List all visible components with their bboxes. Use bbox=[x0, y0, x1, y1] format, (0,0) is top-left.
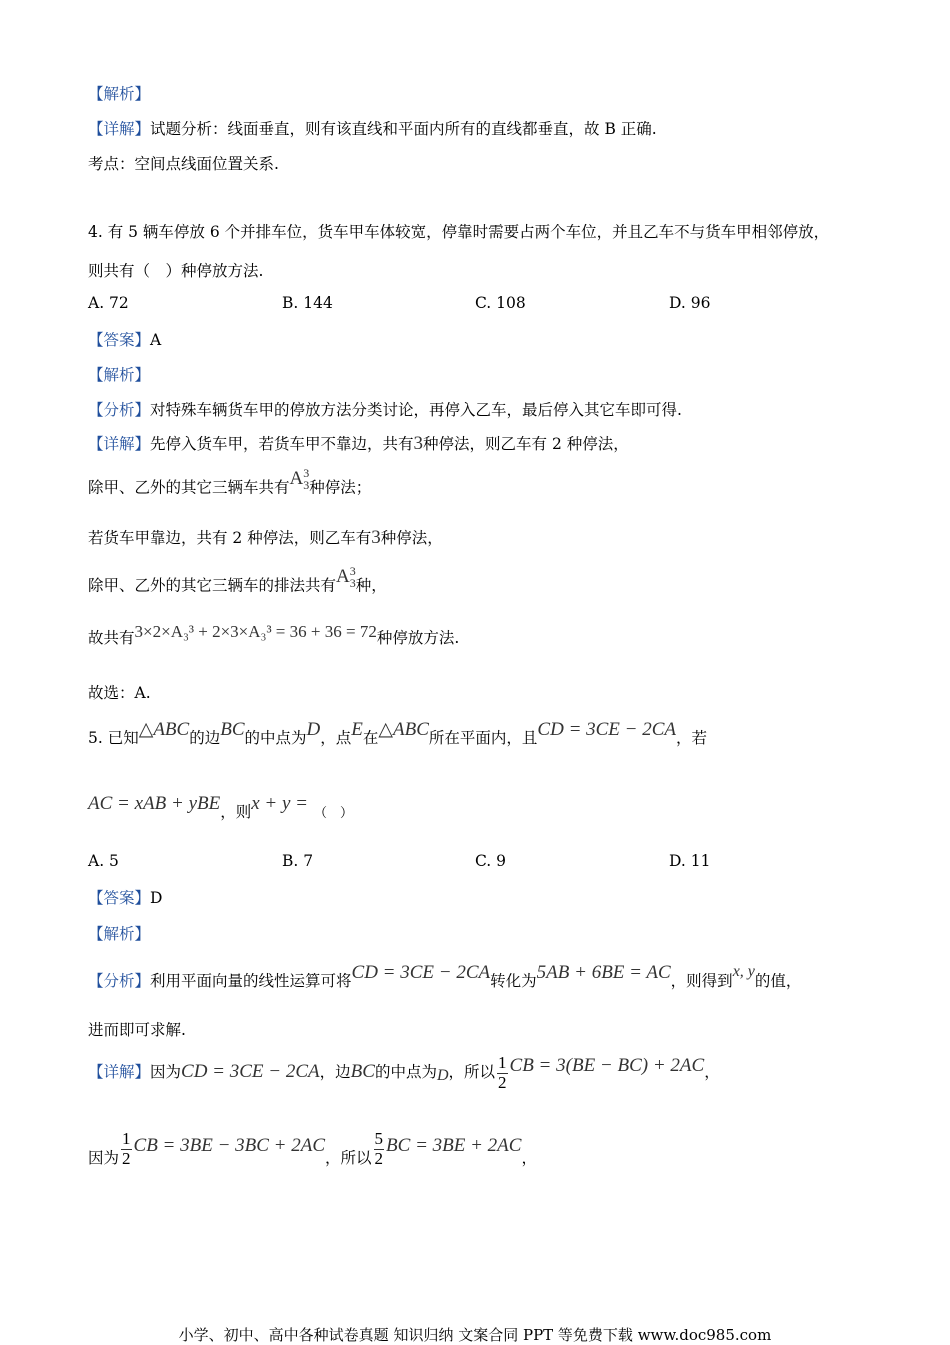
q4-option-b: B. 144 bbox=[282, 294, 333, 312]
detail-text: 种停法，则乙车有 2 种停法， bbox=[423, 435, 629, 453]
stem-text: 在 bbox=[362, 729, 379, 747]
answer-value: D bbox=[150, 889, 163, 907]
stem-text: ，若 bbox=[676, 729, 708, 747]
math-var: x, y bbox=[732, 963, 755, 980]
q5-answer bbox=[88, 886, 162, 908]
q4-option-d: D. 96 bbox=[669, 294, 711, 312]
q4-detail-line4 bbox=[88, 564, 387, 599]
jiexi-tag-q3: 【解析】 bbox=[88, 85, 151, 103]
detail-text: 若货车甲靠边，共有 2 种停法，则乙车有 bbox=[88, 529, 372, 547]
frac-den: 2 bbox=[122, 1148, 131, 1168]
q5-option-b: B. 7 bbox=[282, 852, 314, 870]
detail-text: 试题分析：线面垂直，则有该直线和平面内所有的直线都垂直，故 B 正确. bbox=[150, 120, 657, 138]
answer-value: A bbox=[150, 331, 162, 349]
frac-den: 2 bbox=[498, 1072, 507, 1092]
fraction-one-half bbox=[121, 1130, 132, 1168]
vector-equation: AC = xAB + yBE bbox=[88, 793, 221, 814]
vector-equation: CB = 3BE − 3BC + 2AC bbox=[133, 1135, 326, 1157]
q4-stem-line1: 4. 有 5 辆车停放 6 个并排车位，货车甲车体较宽，停靠时需要占两个车位，并且乙车不与货车甲相邻停放， bbox=[88, 223, 830, 241]
detail-text: ，所以 bbox=[325, 1149, 372, 1168]
detail-tag: 【详解】 bbox=[88, 435, 151, 453]
analysis-tag: 【分析】 bbox=[88, 972, 151, 990]
detail-text: 因为 bbox=[88, 1149, 120, 1168]
q4-detail-line2 bbox=[88, 466, 372, 501]
detail-text: 种， bbox=[355, 576, 387, 595]
fraction-five-halves bbox=[374, 1130, 385, 1168]
stem-text: 所在平面内，且 bbox=[428, 729, 538, 747]
answer-tag: 【答案】 bbox=[88, 331, 151, 349]
detail-text: 故共有 bbox=[88, 629, 135, 647]
triangle-abc: △ABC bbox=[378, 719, 429, 740]
frac-num: 1 bbox=[498, 1053, 507, 1072]
q5-detail-line1 bbox=[88, 1054, 720, 1092]
q5-option-c: C. 9 bbox=[475, 852, 507, 870]
stem-text: 的边 bbox=[189, 729, 221, 747]
math-var: BC bbox=[220, 719, 245, 740]
detail-text: ， bbox=[521, 1149, 537, 1168]
frac-den: 2 bbox=[374, 1148, 384, 1168]
math-var: D bbox=[436, 1067, 449, 1085]
vector-equation: BC = 3BE + 2AC bbox=[386, 1135, 522, 1157]
answer-tag: 【答案】 bbox=[88, 889, 151, 907]
stem-text: （ ） bbox=[314, 806, 354, 821]
stem-text: 5. 已知 bbox=[88, 729, 139, 747]
q4-detail-line5 bbox=[88, 622, 460, 648]
q5-analysis-line1 bbox=[88, 962, 802, 992]
permutation-a33: $A_3^3$ bbox=[336, 564, 356, 591]
detail-text: 种停放方法. bbox=[376, 629, 460, 647]
stem-text: 的中点为 bbox=[244, 729, 307, 747]
detail-text: 的中点为 bbox=[374, 1063, 437, 1082]
q4-detail-line3 bbox=[88, 526, 443, 549]
detail-tag: 【详解】 bbox=[88, 120, 151, 138]
q5-detail-line2 bbox=[88, 1129, 537, 1178]
frac-num: 1 bbox=[122, 1129, 131, 1148]
q5-option-a: A. 5 bbox=[88, 852, 119, 870]
q4-detail-line1 bbox=[88, 432, 629, 455]
formula: 3×2×A₃³ + 2×3×A₃³ = 36 + 36 = 72 bbox=[134, 622, 377, 641]
analysis-tag: 【分析】 bbox=[88, 401, 151, 419]
math-var: D bbox=[306, 719, 321, 740]
permutation-a33: $A_3^3$ bbox=[289, 466, 310, 493]
detail-tag: 【详解】 bbox=[88, 1063, 151, 1082]
q4-option-c: C. 108 bbox=[475, 294, 526, 312]
frac-num: 5 bbox=[374, 1129, 384, 1148]
detail-text: 除甲、乙外的其它三辆车的排法共有 bbox=[88, 576, 337, 595]
detail-text: 除甲、乙外的其它三辆车共有 bbox=[88, 478, 290, 497]
analysis-text: 利用平面向量的线性运算可将 bbox=[150, 972, 352, 990]
q5-stem-line1 bbox=[88, 719, 708, 749]
page-footer: 小学、初中、高中各种试卷真题 知识归纳 文案合同 PPT 等免费下载 www.doc985.com bbox=[178, 1326, 772, 1344]
stem-text: ，点 bbox=[320, 729, 352, 747]
vector-equation: 5AB + 6BE = AC bbox=[536, 962, 671, 983]
triangle-abc: △ABC bbox=[138, 719, 190, 740]
jiexi-tag-q5: 【解析】 bbox=[88, 925, 151, 943]
detail-text: 种停法； bbox=[309, 478, 372, 497]
detail-text: ，边 bbox=[319, 1063, 351, 1082]
q4-option-a: A. 72 bbox=[88, 294, 129, 312]
analysis-text: 对特殊车辆货车甲的停放方法分类讨论，再停入乙车，最后停入其它车即可得. bbox=[150, 401, 682, 419]
q4-conclusion: 故选：A. bbox=[88, 684, 151, 702]
math-number: 3 bbox=[371, 527, 381, 548]
vector-equation: CD = 3CE − 2CA bbox=[181, 1061, 320, 1083]
detail-text: ，所以 bbox=[448, 1063, 496, 1082]
math-var: E bbox=[351, 719, 363, 740]
detail-text: ， bbox=[704, 1063, 720, 1082]
analysis-text: ，则得到 bbox=[670, 972, 733, 990]
analysis-text: 的值， bbox=[754, 972, 802, 990]
q4-stem-line2: 则共有（ ）种停放方法. bbox=[88, 262, 264, 280]
detail-text: 先停入货车甲，若货车甲不靠边，共有 bbox=[150, 435, 414, 453]
jiexi-tag-q4: 【解析】 bbox=[88, 366, 151, 384]
detail-text: 种停法， bbox=[380, 529, 443, 547]
fraction-one-half bbox=[497, 1054, 508, 1092]
detail-q3 bbox=[88, 117, 657, 139]
math-var: BC bbox=[350, 1061, 375, 1083]
math-number: 3 bbox=[413, 433, 424, 454]
math-expr: x + y = bbox=[251, 793, 308, 814]
q4-analysis bbox=[88, 398, 682, 420]
q5-analysis-line2: 进而即可求解. bbox=[88, 1021, 186, 1039]
q4-answer bbox=[88, 328, 161, 350]
stem-text: ，则 bbox=[220, 803, 252, 821]
q5-option-d: D. 11 bbox=[669, 852, 711, 870]
detail-text: 因为 bbox=[150, 1063, 182, 1082]
vector-equation: CD = 3CE − 2CA bbox=[537, 719, 677, 740]
q5-stem-line2 bbox=[88, 793, 354, 823]
vector-equation: CB = 3(BE − BC) + 2AC bbox=[509, 1055, 705, 1077]
kaodian: 考点：空间点线面位置关系. bbox=[88, 155, 279, 173]
analysis-text: 转化为 bbox=[490, 972, 537, 990]
vector-equation: CD = 3CE − 2CA bbox=[351, 962, 491, 983]
